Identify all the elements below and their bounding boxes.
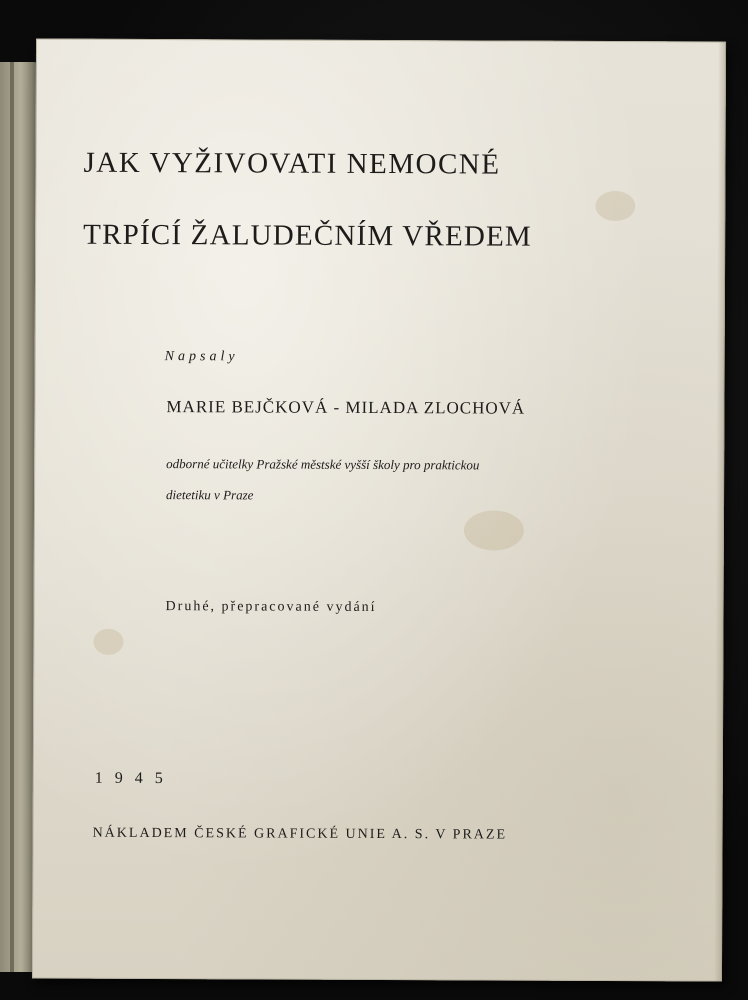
author-role-line-2: dietetiku v Praze [166,487,254,503]
authors: MARIE BEJČKOVÁ - MILADA ZLOCHOVÁ [166,397,526,418]
foxing-spot [93,629,123,655]
foxing-spot [595,191,635,221]
title-line-2: TRPÍCÍ ŽALUDEČNÍM VŘEDEM [83,218,533,253]
publication-year: 1945 [94,769,175,788]
edition-note: Druhé, přepracované vydání [165,599,377,615]
title-line-1: JAK VYŽIVOVATI NEMOCNÉ [83,146,501,181]
publisher: NÁKLADEM ČESKÉ GRAFICKÉ UNIE A. S. V PRAZE [92,825,508,843]
book-cover [32,38,726,981]
author-role-line-1: odborné učitelky Pražské městské vyšší školy pro praktickou [166,456,480,473]
foxing-spot [464,510,524,550]
written-by-label: Napsaly [164,349,239,365]
